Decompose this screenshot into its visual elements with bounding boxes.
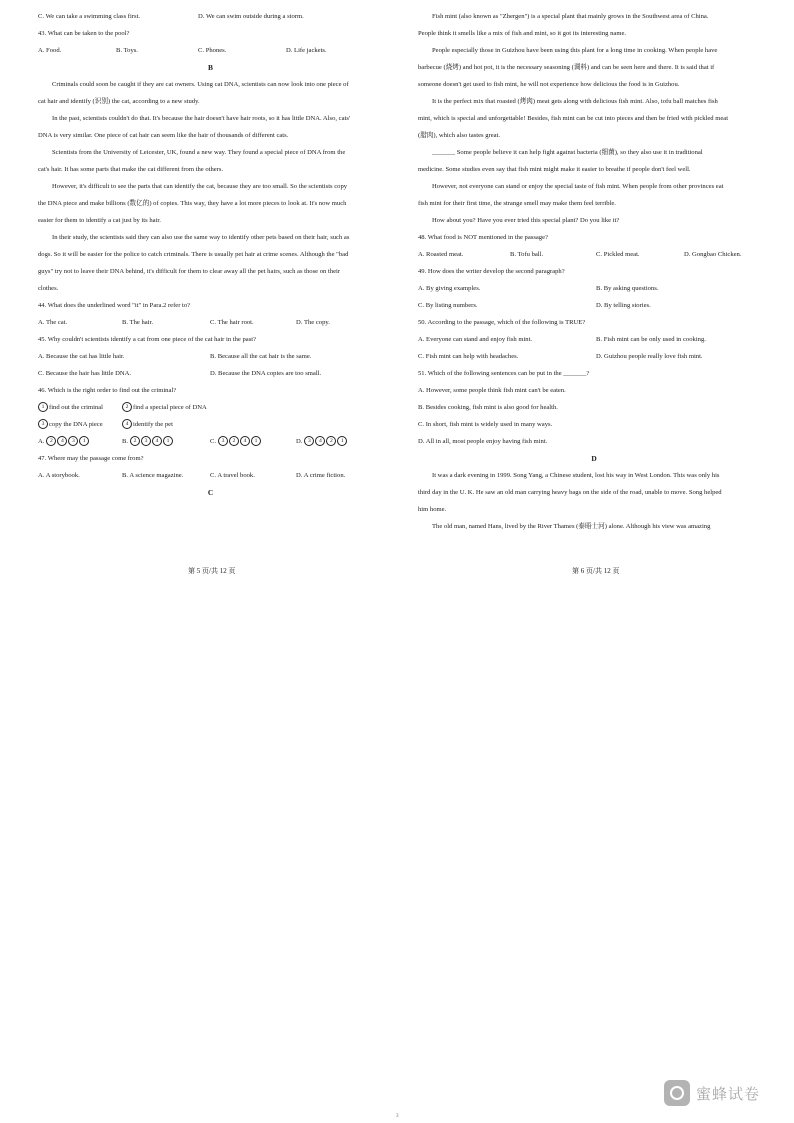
q46-option-a[interactable] — [38, 433, 90, 450]
q46-step-text: find a special piece of DNA — [133, 404, 207, 411]
question-47-stem: 47. Where may the passage come from? — [38, 455, 144, 462]
q46-step-1 — [38, 399, 103, 416]
option-letter: A. — [38, 438, 45, 445]
question-45-options-row-2 — [38, 365, 383, 382]
q48-option-a[interactable]: A. Roasted meat. — [418, 251, 464, 258]
passage-d-line: The old man, named Hans, lived by the River Thames (泰晤士河) alone. Although his view was amazing — [432, 523, 711, 530]
passage-b-line: cat hair and identify (识别) the cat, according to a new study. — [38, 98, 200, 105]
q46-step-text: identify the pet — [133, 421, 173, 428]
circled-number: 2 — [326, 436, 336, 446]
question-46-options-row — [38, 433, 383, 450]
circled-number: 2 — [122, 402, 132, 412]
q42-option-d[interactable]: D. We can swim outside during a storm. — [198, 13, 304, 20]
passage-d-line: It was a dark evening in 1999. Song Yang, a Chinese student, lost his way in West London. This was only his — [432, 472, 720, 479]
question-47-options-row — [38, 467, 383, 484]
question-42-options-row — [38, 8, 383, 25]
question-49-options-row-2 — [418, 297, 770, 314]
q50-option-d[interactable]: D. Guizhou people really love fish mint. — [596, 353, 703, 360]
section-d-heading: D — [591, 454, 597, 463]
q44-option-a[interactable]: A. The cat. — [38, 319, 68, 326]
passage-c-line: medicine. Some studies even say that fish mint might make it easier to breathe if people don't feel well. — [418, 166, 691, 173]
search-logo-icon — [664, 1080, 690, 1106]
question-46-steps-row-1 — [38, 399, 383, 416]
q47-option-b[interactable]: B. A science magazine. — [122, 472, 184, 479]
passage-b-line: In their study, the scientists said they can also use the same way to identify other pets based on their hair, such as — [52, 234, 350, 241]
question-46-steps-row-2 — [38, 416, 383, 433]
question-43-options-row — [38, 42, 383, 59]
q49-option-c[interactable]: C. By listing numbers. — [418, 302, 478, 309]
question-44-stem: 44. What does the underlined word "it" in Para.2 refer to? — [38, 302, 191, 309]
q51-option-a[interactable]: A. However, some people think fish mint can't be eaten. — [418, 387, 566, 394]
circled-number: 4 — [152, 436, 162, 446]
q47-option-c[interactable]: C. A travel book. — [210, 472, 255, 479]
q43-option-d[interactable]: D. Life jackets. — [286, 47, 327, 54]
question-46-stem: 46. Which is the right order to find out the criminal? — [38, 387, 177, 394]
passage-c-line: How about you? Have you ever tried this special plant? Do you like it? — [432, 217, 620, 224]
question-50-options-row-1 — [418, 331, 770, 348]
q47-option-d[interactable]: D. A crime fiction. — [296, 472, 346, 479]
q50-option-a[interactable]: A. Everyone can stand and enjoy fish mint. — [418, 336, 533, 343]
q49-option-d[interactable]: D. By telling stories. — [596, 302, 651, 309]
passage-d-line: him home. — [418, 506, 447, 513]
q44-option-c[interactable]: C. The hair root. — [210, 319, 254, 326]
q46-option-d[interactable] — [296, 433, 348, 450]
q46-step-3 — [38, 416, 103, 433]
passage-b-line: dogs. So it will be easier for the police to catch criminals. There is usually pet hair at crime scenes. Although the "bad — [38, 251, 349, 258]
circled-number: 1 — [163, 436, 173, 446]
circled-number: 3 — [38, 419, 48, 429]
passage-c-line: barbecue (烧烤) and hot pot, it is the necessary seasoning (调料) and can be seen here and there. It is said that if — [418, 64, 715, 71]
q50-option-c[interactable]: C. Fish mint can help with headaches. — [418, 353, 519, 360]
option-letter: C. — [210, 438, 217, 445]
section-c-heading: C — [207, 488, 214, 497]
left-page-number: 第 5 页/共 12 页 — [188, 567, 236, 575]
q46-option-c[interactable] — [210, 433, 262, 450]
passage-b-line: DNA is very similar. One piece of cat hair can seem like the hair of thousands of different cats. — [38, 132, 289, 139]
watermark — [664, 1080, 760, 1106]
q45-option-c[interactable]: C. Because the hair has little DNA. — [38, 370, 132, 377]
q48-option-d[interactable]: D. Gongbao Chicken. — [684, 251, 742, 258]
q43-option-a[interactable]: A. Food. — [38, 47, 62, 54]
question-49-stem: 49. How does the writer develop the second paragraph? — [418, 268, 565, 275]
circled-number: 4 — [57, 436, 67, 446]
question-45-stem: 45. Why couldn't scientists identify a cat from one piece of the cat hair in the past? — [38, 336, 257, 343]
q51-option-b[interactable]: B. Besides cooking, fish mint is also good for health. — [418, 404, 558, 411]
circled-number: 1 — [251, 436, 261, 446]
option-letter: D. — [296, 438, 303, 445]
right-exam-page — [418, 8, 770, 535]
question-48-stem: 48. What food is NOT mentioned in the passage? — [418, 234, 548, 241]
q51-option-d[interactable]: D. All in all, most people enjoy having fish mint. — [418, 438, 548, 445]
circled-number: 4 — [315, 436, 325, 446]
circled-number: 2 — [229, 436, 239, 446]
option-letter: B. — [122, 438, 129, 445]
passage-c-line: People especially those in Guizhou have been using this plant for a long time in cooking. When people have — [432, 47, 718, 54]
q45-option-a[interactable]: A. Because the cat has little hair. — [38, 353, 125, 360]
q46-option-b[interactable] — [122, 433, 174, 450]
passage-b-line: guys" try not to leave their DNA behind, it's difficult for them to clear away all the pet hairs, such as those on their — [38, 268, 341, 275]
circled-number: 3 — [68, 436, 78, 446]
q42-option-c[interactable]: C. We can take a swimming class first. — [38, 13, 141, 20]
circled-number: 1 — [337, 436, 347, 446]
passage-b-line: In the past, scientists couldn't do that. It's because the hair doesn't have hair roots, so it has little DNA. Also, cats' — [52, 115, 351, 122]
passage-c-line: It is the perfect mix that roasted (烤肉) meat gets along with delicious fish mint. Also, tofu ball matches fish — [432, 98, 718, 105]
question-50-stem: 50. According to the passage, which of the following is TRUE? — [418, 319, 586, 326]
q46-step-4 — [122, 416, 173, 433]
passage-b-line: However, it's difficult to see the parts that can identify the cat, because they are too small. So the scientists copy — [52, 183, 348, 190]
passage-c-line: (腊肉), which also tastes great. — [418, 132, 501, 139]
q49-option-b[interactable]: B. By asking questions. — [596, 285, 659, 292]
q45-option-b[interactable]: B. Because all the cat hair is the same. — [210, 353, 312, 360]
q46-step-text: copy the DNA piece — [49, 421, 103, 428]
question-48-options-row — [418, 246, 770, 263]
question-51-stem: 51. Which of the following sentences can be put in the _______? — [418, 370, 590, 377]
question-50-options-row-2 — [418, 348, 770, 365]
passage-b-line: Scientists from the University of Leicester, UK, found a new way. They found a special piece of DNA from the — [52, 149, 346, 156]
q46-step-text: find out the criminal — [49, 404, 104, 411]
q43-option-b[interactable]: B. Toys. — [116, 47, 138, 54]
circled-number: 4 — [122, 419, 132, 429]
q43-option-c[interactable]: C. Phones. — [198, 47, 227, 54]
passage-d-line: third day in the U. K. He saw an old man carrying heavy bags on the side of the road, unable to move. Song helped — [418, 489, 722, 496]
q48-option-c[interactable]: C. Pickled meat. — [596, 251, 640, 258]
passage-c-line: mint, which is special and unforgettable! Besides, fish mint can be cut into pieces and then be fried with pickled meat — [418, 115, 729, 122]
passage-c-line: fish mint for their first time, the strange smell may make them feel terrible. — [418, 200, 616, 207]
passage-b-line: Criminals could soon be caught if they are cat owners. Using cat DNA, scientists can now look into one piece of — [52, 81, 349, 88]
q51-option-c[interactable]: C. In short, fish mint is widely used in many ways. — [418, 421, 553, 428]
q49-option-a[interactable]: A. By giving examples. — [418, 285, 481, 292]
question-44-options-row — [38, 314, 383, 331]
passage-b-line: easier for them to identify a cat just by its hair. — [38, 217, 161, 224]
watermark-text: 蜜蜂试卷 — [696, 1084, 761, 1103]
passage-c-line: Fish mint (also known as "Zhergen") is a special plant that mainly grows in the Southwest area of China. — [432, 13, 709, 20]
q46-step-2 — [122, 399, 207, 416]
circled-number: 2 — [46, 436, 56, 446]
circled-number: 1 — [38, 402, 48, 412]
circled-number: 1 — [79, 436, 89, 446]
circled-number: 3 — [141, 436, 151, 446]
right-page-number: 第 6 页/共 12 页 — [572, 567, 620, 575]
passage-c-line: someone doesn't get used to fish mint, he will not experience how delicious the food is in Guizhou. — [418, 81, 680, 88]
left-exam-page — [38, 8, 383, 501]
passage-b-line: the DNA piece and make billions (数亿的) of copies. This way, they have a lot more pieces to look at. It's now much — [38, 200, 347, 207]
question-45-options-row-1 — [38, 348, 383, 365]
q47-option-a[interactable]: A. A storybook. — [38, 472, 80, 479]
circled-number: 2 — [130, 436, 140, 446]
footer-mark: 3 — [396, 1114, 399, 1119]
question-43-stem: 43. What can be taken to the pool? — [38, 30, 130, 37]
circled-number: 4 — [240, 436, 250, 446]
question-49-options-row-1 — [418, 280, 770, 297]
q44-option-d[interactable]: D. The copy. — [296, 319, 330, 326]
passage-c-blank-line: _______ Some people believe it can help fight against bacteria (细菌), so they also use it in traditional — [432, 149, 703, 156]
q45-option-d[interactable]: D. Because the DNA copies are too small. — [210, 370, 322, 377]
passage-c-line: However, not everyone can stand or enjoy the special taste of fish mint. When people from other provinces eat — [432, 183, 724, 190]
q50-option-b[interactable]: B. Fish mint can be only used in cooking. — [596, 336, 706, 343]
q44-option-b[interactable]: B. The hair. — [122, 319, 154, 326]
circled-number: 3 — [218, 436, 228, 446]
passage-b-line: cat's hair. It has some parts that make the cat different from the others. — [38, 166, 224, 173]
passage-c-line: People think it smells like a mix of fish and mint, so it got its interesting name. — [418, 30, 627, 37]
passage-b-line: clothes. — [38, 285, 59, 292]
circled-number: 3 — [304, 436, 314, 446]
section-b-heading: B — [208, 63, 213, 72]
q48-option-b[interactable]: B. Tofu ball. — [510, 251, 544, 258]
